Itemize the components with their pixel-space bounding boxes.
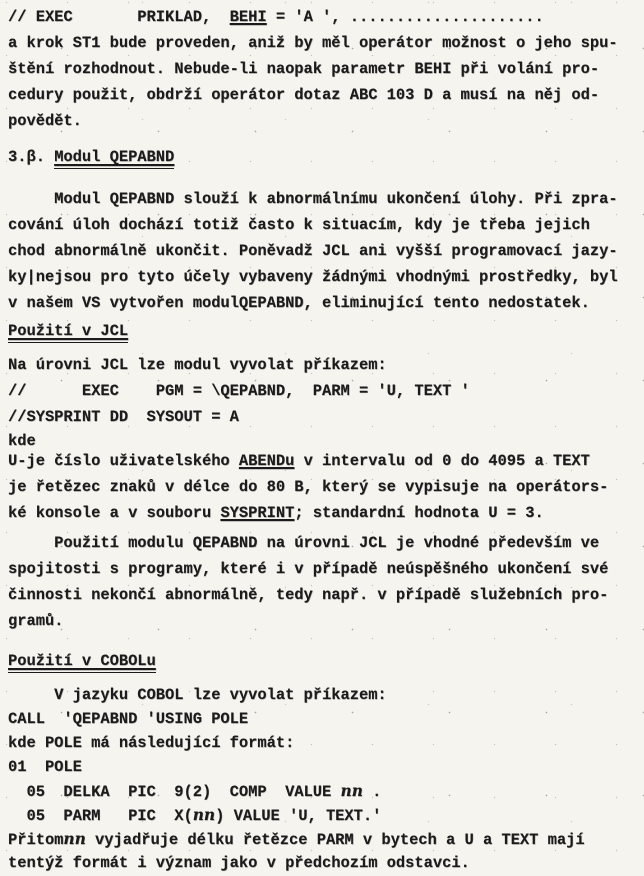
text-segment: 3.β. bbox=[8, 148, 55, 166]
text-line bbox=[8, 730, 644, 756]
text-line bbox=[8, 82, 644, 108]
text-line bbox=[8, 186, 644, 212]
text-line bbox=[8, 56, 644, 82]
section-heading-modul-qepabnd bbox=[8, 144, 644, 170]
text-segment: 05 DELKA PIC 9(2) COMP VALUE bbox=[8, 783, 341, 801]
text-segment: ; standardní hodnota U = 3. bbox=[294, 504, 544, 522]
cobol-pole-line bbox=[8, 754, 644, 780]
text-line bbox=[8, 850, 644, 876]
text-line bbox=[8, 608, 644, 634]
text-segment: ky|nejsou pro tyto účely vybaveny žádnými vhodnými prostředky, byl bbox=[8, 268, 618, 286]
text-segment: kde POLE má následující formát: bbox=[8, 734, 295, 752]
text-line bbox=[8, 238, 644, 264]
text-line bbox=[8, 108, 644, 134]
text-segment: činnosti nekončí abnormálně, tedy např. v případě služebních pro- bbox=[8, 586, 609, 604]
text-segment: ) VALUE 'U, TEXT.' bbox=[215, 807, 382, 825]
handwritten-mark: nn bbox=[63, 830, 86, 848]
text-segment: vyjadřuje délku řetězce PARM v bytech a U a TEXT mají bbox=[85, 831, 585, 849]
text-segment: CALL 'QEPABND 'USING POLE bbox=[8, 710, 249, 728]
section-heading-pouziti-v-jcl bbox=[8, 318, 644, 344]
text-line bbox=[8, 264, 644, 290]
cobol-parm-line bbox=[8, 802, 644, 828]
text-segment: V jazyku COBOL lze vyvolat příkazem: bbox=[8, 686, 387, 704]
text-segment: Modul QEPABND slouží k abnormálnímu ukončení úlohy. Při zpra- bbox=[8, 190, 618, 208]
text-segment: BEHI bbox=[229, 8, 267, 26]
text-line bbox=[8, 30, 644, 56]
text-segment: . bbox=[362, 783, 382, 801]
text-line bbox=[8, 290, 644, 316]
text-line bbox=[8, 352, 644, 378]
text-segment: // EXEC PRIKLAD, bbox=[8, 8, 230, 26]
cobol-delka-line bbox=[8, 778, 644, 804]
handwritten-mark: nn bbox=[192, 806, 216, 824]
text-segment: cedury použit, obdrží operátor dotaz ABC 103 D a musí na něj od- bbox=[8, 86, 600, 104]
text-segment: 05 PARM PIC X( bbox=[8, 807, 193, 825]
text-line bbox=[8, 500, 644, 526]
text-segment: chod abnormálně ukončit. Poněvadž JCL ani vyšší programovací jazy- bbox=[8, 242, 618, 260]
heading-text: Modul QEPABND bbox=[54, 148, 174, 169]
text-line bbox=[8, 474, 644, 500]
text-segment: a krok ST1 bude proveden, aniž by měl operátor možnost o jeho spu- bbox=[8, 34, 618, 52]
text-segment: 01 POLE bbox=[8, 758, 82, 776]
text-segment: cování úloh dochází totiž často k situacím, kdy je třeba jejich bbox=[8, 216, 590, 234]
jcl-exec-priklad-line bbox=[8, 4, 644, 30]
heading-text: Použití v JCL bbox=[8, 322, 128, 343]
text-segment: kde bbox=[8, 432, 36, 450]
section-heading-pouziti-v-cobolu bbox=[8, 648, 644, 674]
text-line bbox=[8, 682, 644, 708]
text-segment: je řetězec znaků v délce do 80 B, který se vypisuje na operátors- bbox=[8, 478, 609, 496]
cobol-call-line bbox=[8, 706, 644, 732]
text-line bbox=[8, 826, 644, 852]
text-segment: = 'A ', ..................... bbox=[266, 8, 544, 26]
text-segment: Přitom bbox=[8, 831, 64, 849]
text-segment: Použití modulu QEPABND na úrovni JCL je vhodné především ve bbox=[8, 534, 600, 552]
jcl-exec-pgm-line bbox=[8, 378, 644, 404]
text-segment: v našem VS vytvořen modulQEPABND, eliminující tento nedostatek. bbox=[8, 294, 590, 312]
text-segment: ABENDu bbox=[238, 452, 295, 470]
text-segment: gramů. bbox=[8, 612, 64, 630]
text-segment: // EXEC PGM = \QEPABND, PARM = 'U, TEXT ' bbox=[8, 382, 470, 400]
text-segment: ké konsole a v souboru bbox=[8, 504, 221, 522]
text-segment: SYSPRINT bbox=[220, 504, 295, 522]
text-segment: povědět. bbox=[8, 112, 82, 130]
text-line bbox=[8, 212, 644, 238]
text-segment: tentýž formát i význam jako v předchozím odstavci. bbox=[8, 854, 470, 872]
text-segment: v intervalu od 0 do 4095 a TEXT bbox=[294, 452, 590, 470]
text-segment: štění rozhodnout. Nebude-li naopak parametr BEHI při volání pro- bbox=[8, 60, 600, 78]
text-line bbox=[8, 582, 644, 608]
text-segment: //SYSPRINT DD SYSOUT = A bbox=[8, 408, 239, 426]
text-line bbox=[8, 556, 644, 582]
text-segment: spojitosti s programy, které i v případě neúspěšného ukončení své bbox=[8, 560, 609, 578]
heading-text: Použití v COBOLu bbox=[8, 652, 156, 673]
text-line bbox=[8, 448, 644, 474]
jcl-sysprint-line bbox=[8, 404, 644, 430]
text-segment: U-je číslo uživatelského bbox=[8, 452, 239, 470]
text-line bbox=[8, 530, 644, 556]
handwritten-mark: nn bbox=[340, 782, 363, 800]
text-segment: Na úrovni JCL lze modul vyvolat příkazem: bbox=[8, 356, 387, 374]
